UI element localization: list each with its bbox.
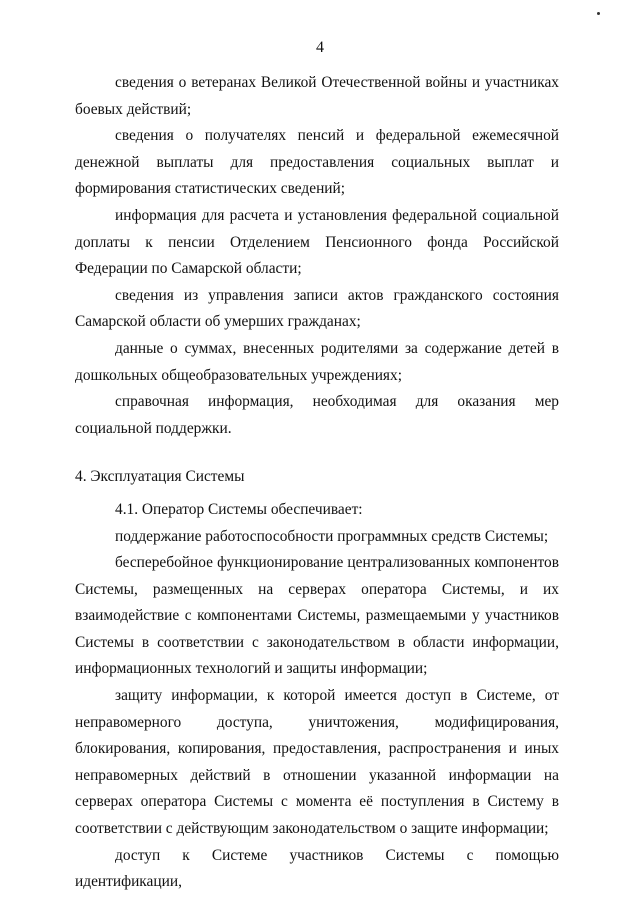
document-body [75,70,559,896]
paragraph-veterans: сведения о ветеранах Великой Отечественной войны и участниках боевых действий; [75,74,559,118]
scan-speck [597,12,600,15]
item-software-maintenance: поддержание работоспособности программных средств Системы; [115,527,549,545]
item-uninterrupted-operation: бесперебойное функционирование централизованных компонентов Системы, размещенных на серверах оператора Системы, и их взаимодействие с компонентами Системы, размещаемыми у участников Системы в соответствии с законодательством в области информации, информационных технологий и защиты информации; [75,554,559,678]
item-participant-access: доступ к Системе участников Системы с помощью идентификации, [75,846,559,891]
paragraph-civil-registry: сведения из управления записи актов гражданского состояния Самарской области об умерших гражданах; [75,286,559,331]
page-number: 4 [316,39,324,56]
paragraph-reference-info: справочная информация, необходимая для оказания мер социальной поддержки. [75,393,559,437]
paragraph-parent-payments: данные о суммах, внесенных родителями за содержание детей в дошкольных общеобразовательных учреждениях; [75,339,559,384]
subsection-title: 4.1. Оператор Системы обеспечивает: [115,500,363,518]
paragraph-pension-recipients: сведения о получателях пенсий и федеральной ежемесячной денежной выплаты для предоставления социальных выплат и формирования статистических сведений; [75,127,559,198]
item-information-protection: защиту информации, к которой имеется доступ в Системе, от неправомерного доступа, уничтожения, модифицирования, блокирования, копирования, предоставления, распространения и иных неправомерных действий в отношении указанной информации на серверах оператора Системы с момента её поступления в Систему в соответствии с действующим законодательством о защите информации; [75,687,559,838]
paragraph-social-supplement: информация для расчета и установления федеральной социальной доплаты к пенсии Отделением Пенсионного фонда Российской Федерации по Самарской области; [75,206,559,278]
section-heading: 4. Эксплуатация Системы [75,468,245,486]
